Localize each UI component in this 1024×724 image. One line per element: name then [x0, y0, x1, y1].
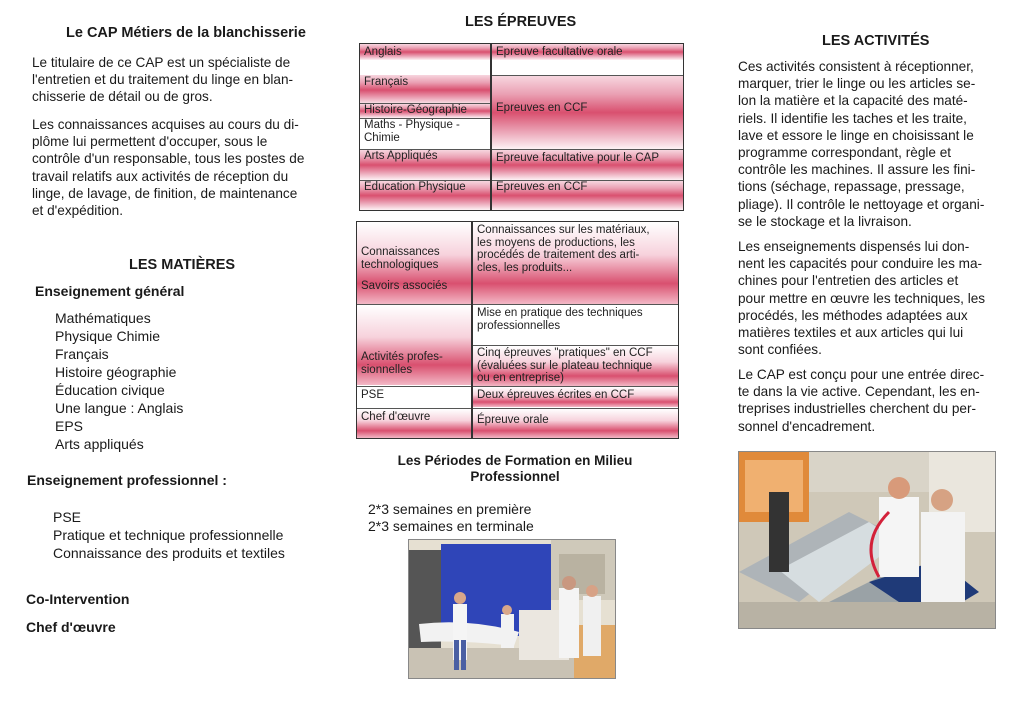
- text-line: se le stockage et la livraison.: [738, 213, 912, 229]
- cell-line: (évaluées sur le plateau technique: [477, 359, 653, 372]
- table-cell: Epreuves en CCF: [492, 76, 683, 149]
- pfmp-durations: [368, 501, 534, 535]
- teaching-paragraph: [738, 238, 1008, 358]
- pfmp-title: [360, 453, 670, 485]
- text-line: Les connaissances acquises au cours du di-: [32, 117, 299, 132]
- table-cell: Histoire-Géographie: [360, 104, 490, 118]
- table-cell: [357, 222, 471, 304]
- table-cell: Chef d'œuvre: [357, 409, 471, 438]
- text-line: sonnel d'encadrement.: [738, 418, 876, 434]
- column-divider: [490, 44, 492, 210]
- table-cell: PSE: [357, 387, 471, 407]
- cell-line: les moyens de productions, les: [477, 236, 635, 249]
- pressing-illustration: [739, 452, 995, 628]
- cell-line: Maths - Physique -: [364, 119, 460, 131]
- pressing-machine-photo: [738, 451, 996, 629]
- list-item: Histoire géographie: [55, 364, 177, 380]
- general-education-title: Enseignement général: [35, 283, 185, 299]
- text-line: te dans la vie active. Cependant, les en-: [738, 384, 980, 400]
- activities-paragraph: [738, 58, 1008, 230]
- text-line: lave et essore le linge en choisissant le: [738, 127, 974, 143]
- exams-table-professional: [356, 221, 679, 439]
- text-line: riels. Il identifie les taches et les traite,: [738, 110, 967, 126]
- text-line: chisserie de détail ou de gros.: [32, 89, 213, 105]
- table-cell: [357, 305, 471, 385]
- cell-line: Connaissances sur les matériaux,: [477, 224, 650, 236]
- epreuves-title: LES ÉPREUVES: [465, 14, 577, 30]
- table-cell: Epreuves en CCF: [492, 181, 683, 210]
- activites-title: LES ACTIVITÉS: [822, 33, 930, 49]
- text-line: Le CAP est conçu pour une entrée direc-: [738, 367, 985, 382]
- co-intervention-title: Co-Intervention: [26, 591, 130, 607]
- title-line: Les Périodes de Formation en Milieu: [397, 453, 633, 468]
- text-line: plôme lui permettent d'occuper, sous le: [32, 134, 268, 150]
- list-item: Connaissance des produits et textiles: [53, 545, 285, 561]
- list-item: Français: [55, 346, 109, 362]
- cell-line: professionnelles: [477, 319, 561, 332]
- laundry-workshop-photo: [408, 539, 616, 679]
- text-line: pliage). Il contrôle le nettoyage et organi-: [738, 196, 985, 212]
- career-paragraph: [738, 366, 1008, 435]
- workshop-illustration: [409, 540, 615, 678]
- cell-line: Activités profes-: [361, 351, 443, 363]
- intro-paragraph: [32, 54, 336, 106]
- list-item: EPS: [55, 418, 84, 434]
- text-line: pour mettre en œuvre les techniques, les: [738, 290, 986, 306]
- text-line: marquer, trier le linge ou les articles se-: [738, 76, 976, 92]
- table-cell: Français: [360, 75, 490, 105]
- list-item: 2*3 semaines en terminale: [368, 518, 534, 534]
- text-line: et d'expédition.: [32, 203, 124, 219]
- cell-line: cles, les produits...: [477, 261, 573, 274]
- text-line: nent les capacités pour conduire les ma-: [738, 256, 983, 272]
- list-item: Arts appliqués: [55, 436, 144, 452]
- table-cell: Arts Appliqués: [360, 150, 490, 180]
- table-cell: Épreuve orale: [473, 409, 678, 438]
- list-item: Pratique et technique professionnelle: [53, 527, 284, 543]
- left-title: Le CAP Métiers de la blanchisserie: [66, 25, 306, 41]
- text-line: Les enseignements dispensés lui don-: [738, 239, 970, 254]
- table-cell: Epreuve facultative pour le CAP: [492, 150, 683, 180]
- list-item: PSE: [53, 509, 82, 525]
- text-line: contrôle d'un responsable, tous les postes de: [32, 151, 305, 167]
- list-item: Mathématiques: [55, 310, 151, 326]
- table-cell: [360, 119, 490, 149]
- cell-line: Mise en pratique des techniques: [477, 307, 643, 319]
- text-line: programme correspondant, règle et: [738, 145, 952, 161]
- table-cell: [473, 346, 678, 386]
- table-cell: Education Physique: [360, 181, 490, 210]
- column-divider: [471, 222, 473, 438]
- cell-line: Savoirs associés: [361, 280, 448, 292]
- general-subjects-list: [55, 309, 183, 453]
- table-cell: [473, 222, 678, 304]
- matieres-title: LES MATIÈRES: [129, 257, 236, 273]
- cell-line: Chimie: [364, 131, 400, 144]
- text-line: treprises industrielles cherchent du per-: [738, 401, 977, 417]
- text-line: l'entretien et du traitement du linge en blan-: [32, 72, 294, 88]
- list-item: Éducation civique: [55, 382, 165, 398]
- cell-line: ou en entreprise): [477, 372, 564, 384]
- text-line: chines pour l'entretien des articles et: [738, 273, 959, 289]
- cell-line: Cinq épreuves "pratiques" en CCF: [477, 347, 653, 359]
- text-line: linge, de lavage, de finition, de maintenance: [32, 185, 298, 201]
- list-item: 2*3 semaines en première: [368, 501, 532, 517]
- text-line: Le titulaire de ce CAP est un spécialiste de: [32, 55, 291, 70]
- cell-line: technologiques: [361, 258, 439, 271]
- table-cell: Epreuve facultative orale: [492, 44, 683, 60]
- text-line: matières textiles et aux articles qui lui: [738, 325, 964, 341]
- professional-education-title: Enseignement professionnel :: [27, 472, 227, 488]
- list-item: Physique Chimie: [55, 328, 161, 344]
- table-cell: Deux épreuves écrites en CCF: [473, 387, 678, 407]
- title-line: Professionnel: [470, 469, 560, 484]
- exams-table-general: [359, 43, 684, 211]
- table-cell: [473, 305, 678, 345]
- chef-oeuvre-title: Chef d'œuvre: [26, 619, 116, 635]
- cell-line: procédés de traitement des arti-: [477, 249, 640, 261]
- text-line: tions (séchage, repassage, pressage,: [738, 179, 965, 195]
- list-item: Une langue : Anglais: [55, 400, 184, 416]
- cell-line: Connaissances: [361, 246, 440, 258]
- text-line: Ces activités consistent à réceptionner,: [738, 59, 974, 74]
- table-cell: Anglais: [360, 44, 490, 60]
- text-line: sont confiées.: [738, 342, 822, 358]
- text-line: contrôle les machines. Il assure les fini-: [738, 162, 976, 178]
- text-line: travail relatifs aux activités de réception du: [32, 168, 289, 184]
- text-line: procédés, les méthodes adaptées aux: [738, 307, 968, 323]
- cell-line: sionnelles: [361, 363, 413, 376]
- text-line: lon la matière et la capacité des maté-: [738, 93, 968, 109]
- knowledge-paragraph: [32, 116, 336, 219]
- professional-subjects-list: [53, 508, 285, 562]
